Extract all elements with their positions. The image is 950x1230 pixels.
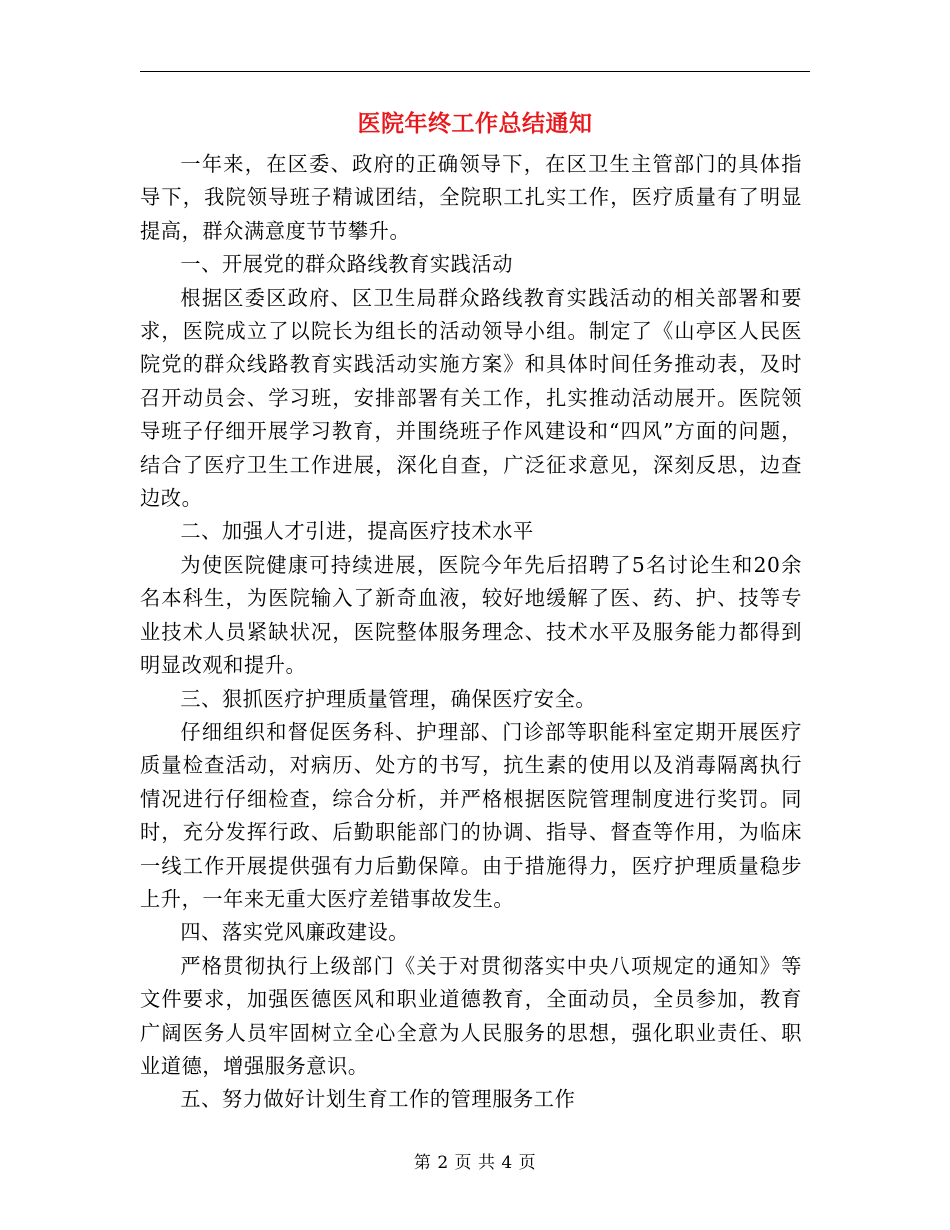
paragraph-section-1: 根据区委区政府、区卫生局群众路线教育实践活动的相关部署和要求，医院成立了以院长为组长的活动领导小组。制定了《山亭区人民医院党的群众线路教育实践活动实施方案》和具体时间任务推动表，及时召开动员会、学习班，安排部署有关工作，扎实推动活动展开。医院领导班子仔细开展学习教育，并围绕班子作风建设和“四风”方面的问题，结合了医疗卫生工作进展，深化自查，广泛征求意见，深刻反思，边查边改。 <box>140 285 802 511</box>
section-heading-1: 一、开展党的群众路线教育实践活动 <box>180 252 513 277</box>
section-heading-4: 四、落实党风廉政建设。 <box>180 920 410 945</box>
paragraph-section-3: 仔细组织和督促医务科、护理部、门诊部等职能科室定期开展医疗质量检查活动，对病历、处方的书写，抗生素的使用以及消毒隔离执行情况进行仔细检查，综合分析，并严格根据医院管理制度进行奖罚。同时，充分发挥行政、后勤职能部门的协调、指导、督查等作用，为临床一线工作开展提供强有力后勤保障。由于措施得力，医疗护理质量稳步上升，一年来无重大医疗差错事故发生。 <box>140 719 802 911</box>
paragraph-intro: 一年来，在区委、政府的正确领导下，在区卫生主管部门的具体指导下，我院领导班子精诚团结，全院职工扎实工作，医疗质量有了明显提高，群众满意度节节攀升。 <box>140 152 802 243</box>
section-heading-5: 五、努力做好计划生育工作的管理服务工作 <box>180 1087 576 1112</box>
paragraph-section-2: 为使医院健康可持续进展，医院今年先后招聘了5名讨论生和20余名本科生，为医院输入了新奇血液，较好地缓解了医、药、护、技等专业技术人员紧缺状况，医院整体服务理念、技术水平及服务能力都得到明显改观和提升。 <box>140 552 802 678</box>
paragraph-section-4: 严格贯彻执行上级部门《关于对贯彻落实中央八项规定的通知》等文件要求，加强医德医风和职业道德教育，全面动员，全员参加，教育广阔医务人员牢固树立全心全意为人民服务的思想，强化职业责任、职业道德，增强服务意识。 <box>140 953 802 1078</box>
document-title: 医院年终工作总结通知 <box>357 110 593 137</box>
page-number: 第 2 页 共 4 页 <box>413 1153 537 1173</box>
document-body <box>140 148 802 1117</box>
header-rule <box>140 71 810 72</box>
section-heading-3: 三、狠抓医疗护理质量管理，确保医疗安全。 <box>180 686 597 711</box>
section-heading-2: 二、加强人才引进，提高医疗技术水平 <box>180 519 534 544</box>
